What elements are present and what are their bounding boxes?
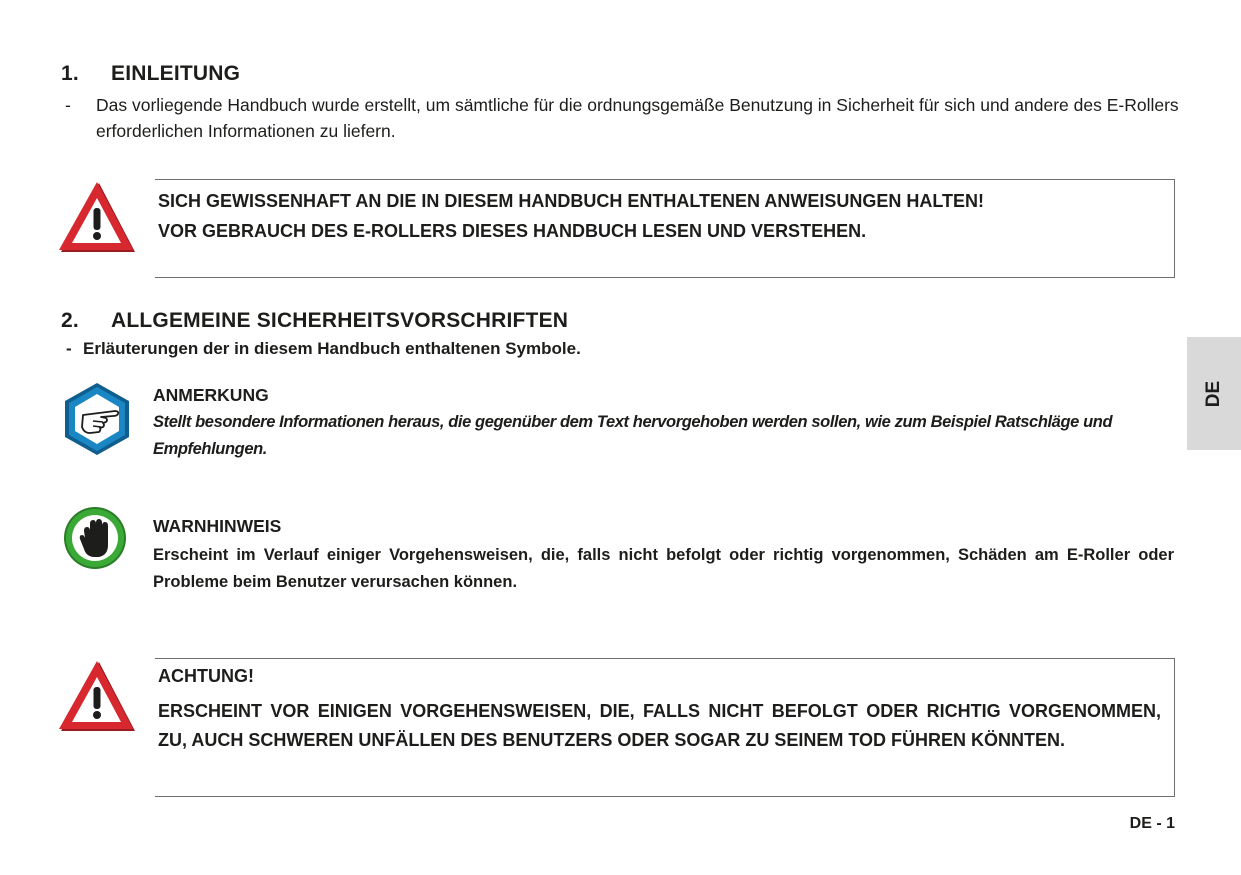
warning-triangle-icon (57, 659, 137, 735)
warning-line-2: VOR GEBRAUCH DES E-ROLLERS DIESES HANDBUCH LESEN UND VERSTEHEN. (158, 221, 867, 241)
warning-box-text (158, 186, 1168, 246)
subtitle-text: Erläuterungen der in diesem Handbuch enthaltenen Symbole. (83, 339, 581, 358)
note-title: ANMERKUNG (153, 385, 269, 405)
section-number: 2. (61, 309, 79, 332)
danger-title: ACHTUNG! (158, 666, 254, 686)
warning-title: WARNHINWEIS (153, 516, 282, 536)
warning-line-1: SICH GEWISSENHAFT AN DIE IN DIESEM HANDBUCH ENTHALTENEN ANWEISUNGEN HALTEN! (158, 191, 985, 211)
warning-text: Erscheint im Verlauf einiger Vorgehensweisen, die, falls nicht befolgt oder richtig vorgenommen, Schäden am E-Roller oder Probleme beim Benutzer verursachen können. (153, 546, 1174, 591)
bullet-dash: - (66, 339, 72, 358)
language-tab-label: DE (1203, 380, 1224, 407)
section-2-subtitle (66, 339, 581, 359)
stop-hand-icon (62, 505, 128, 571)
note-text: Stellt besondere Informationen heraus, die gegenüber dem Text hervorgehoben werden sollen, wie zum Beispiel Ratschläge und Empfehlungen. (153, 413, 1113, 458)
warning-triangle-icon (57, 180, 137, 256)
intro-text: Das vorliegende Handbuch wurde erstellt, um sämtliche für die ordnungsgemäße Benutzung in Sicherheit für sich und andere des E-Rollers erforderlichen Informationen zu liefern. (96, 95, 1179, 141)
language-tab (1187, 337, 1241, 450)
section-title: ALLGEMEINE SICHERHEITSVORSCHRIFTEN (111, 309, 569, 332)
danger-text: ERSCHEINT VOR EINIGEN VORGEHENSWEISEN, DIE, FALLS NICHT BEFOLGT ODER RICHTIG VORGENOMMEN, ZU, AUCH SCHWEREN UNFÄLLEN DES BENUTZERS ODER SOGAR ZU SEINEM TOD FÜHREN KÖNNTEN. (158, 701, 1161, 750)
bullet-dash: - (65, 95, 71, 115)
section-title: EINLEITUNG (111, 62, 241, 85)
section-number: 1. (61, 62, 79, 85)
section-2-heading (61, 309, 568, 333)
section-1-heading (61, 62, 240, 86)
page-number: DE - 1 (1129, 815, 1175, 832)
pointing-hand-icon (63, 381, 131, 457)
intro-paragraph (65, 92, 1180, 144)
